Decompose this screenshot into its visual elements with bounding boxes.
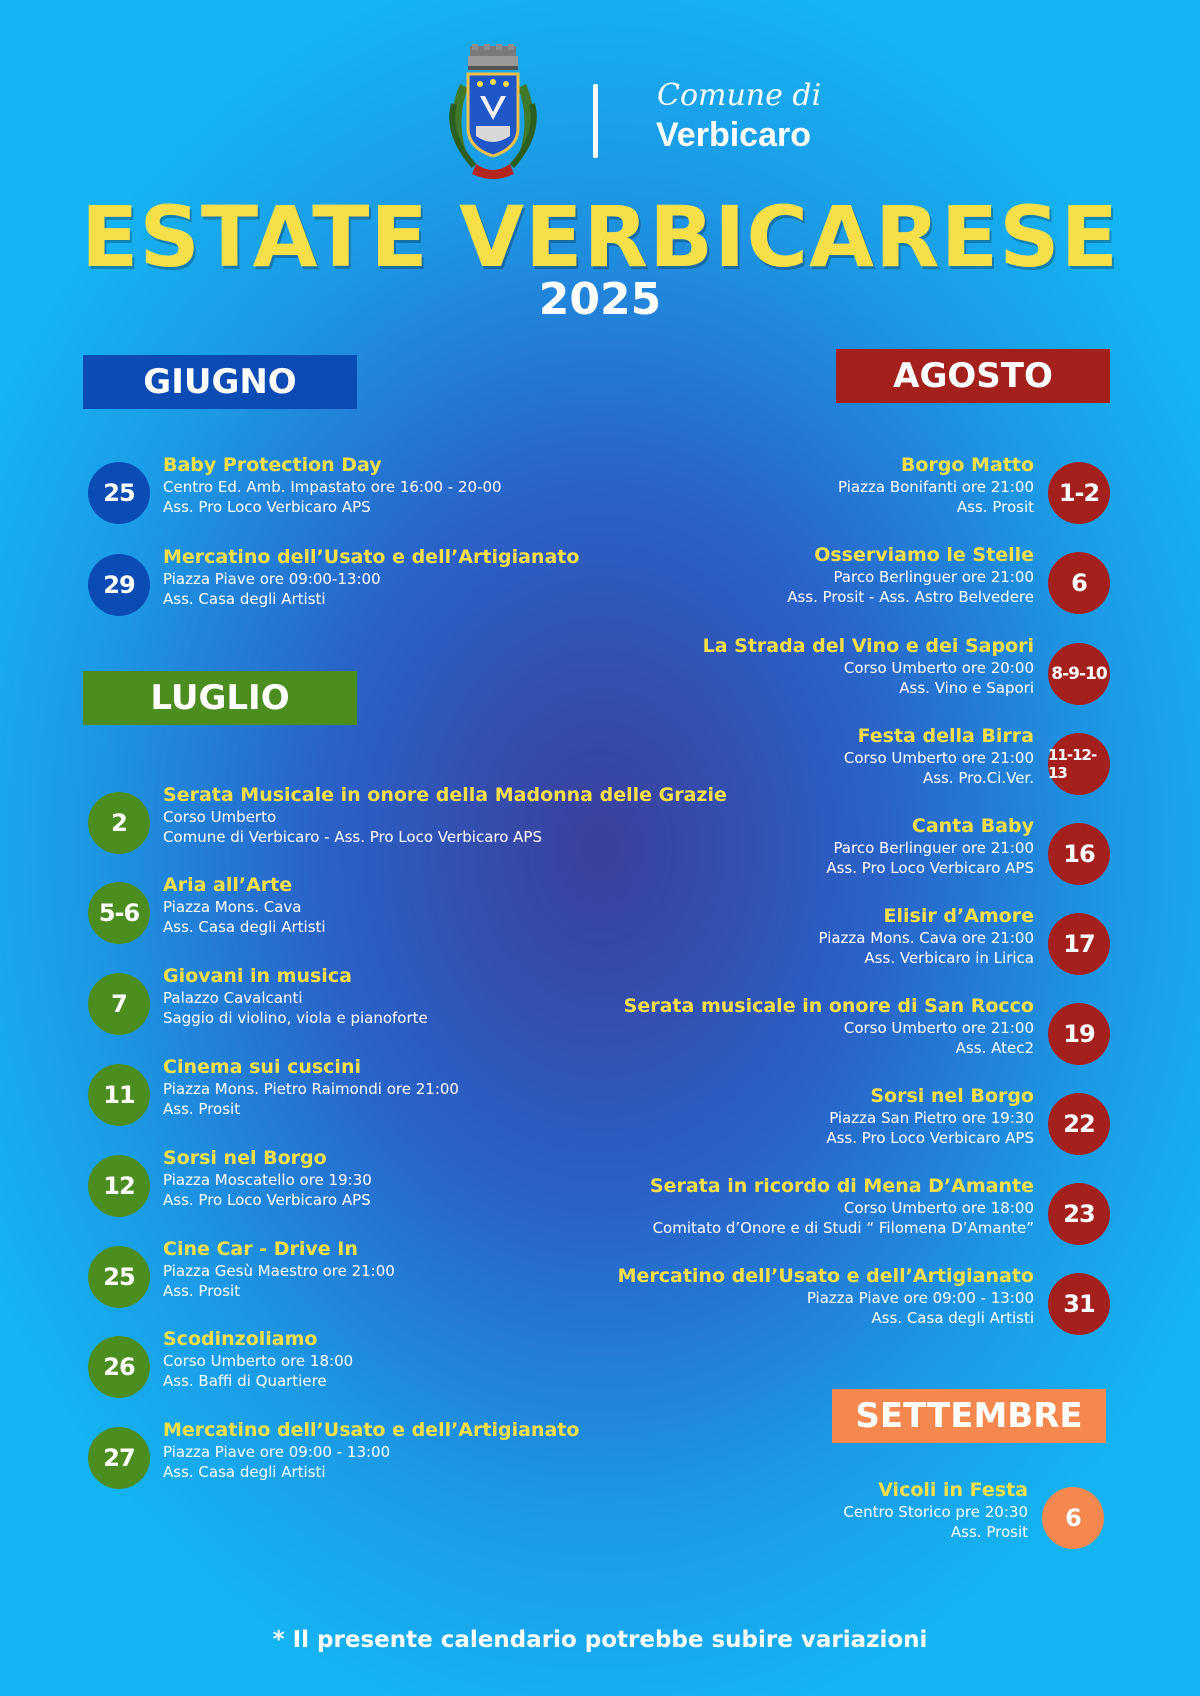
event-organizer: Comitato d’Onore e di Studi “ Filomena D’Amante” (652, 1219, 1034, 1237)
event-date-badge: 11 (88, 1064, 150, 1126)
event-item (450, 454, 1110, 524)
event-title: Scodinzoliamo (163, 1328, 318, 1350)
month-header-luglio: LUGLIO (83, 671, 357, 725)
event-title: Mercatino dell’Usato e dell’Artigianato (617, 1265, 1034, 1287)
event-location: Piazza Bonifanti ore 21:00 (838, 478, 1034, 496)
event-location: Centro Ed. Amb. Impastato ore 16:00 - 20-00 (163, 478, 502, 496)
event-item (444, 1479, 1104, 1549)
event-location: Centro Storico pre 20:30 (843, 1503, 1028, 1521)
month-header-agosto: AGOSTO (836, 349, 1110, 403)
event-title: Giovani in musica (163, 965, 352, 987)
event-organizer: Ass. Prosit - Ass. Astro Belvedere (787, 588, 1034, 606)
event-item (450, 635, 1110, 705)
event-organizer: Ass. Casa degli Artisti (163, 1463, 326, 1481)
event-date-badge: 8-9-10 (1048, 643, 1110, 705)
event-organizer: Ass. Casa degli Artisti (871, 1309, 1034, 1327)
event-location: Piazza Gesù Maestro ore 21:00 (163, 1262, 395, 1280)
event-title: Borgo Matto (900, 454, 1034, 476)
event-location: Corso Umberto ore 20:00 (843, 659, 1034, 677)
event-organizer: Ass. Pro Loco Verbicaro APS (163, 498, 371, 516)
event-organizer: Ass. Pro Loco Verbicaro APS (163, 1191, 371, 1209)
event-organizer: Ass. Casa degli Artisti (163, 590, 326, 608)
event-item (450, 995, 1110, 1065)
page-title: ESTATE VERBICARESE (80, 188, 1120, 286)
event-date-badge: 6 (1042, 1487, 1104, 1549)
event-organizer: Ass. Verbicaro in Lirica (864, 949, 1034, 967)
event-organizer: Ass. Pro Loco Verbicaro APS (826, 859, 1034, 877)
month-header-giugno: GIUGNO (83, 355, 357, 409)
event-date-badge: 6 (1048, 552, 1110, 614)
event-organizer: Ass. Pro.Ci.Ver. (922, 769, 1034, 787)
comune-di-label: Comune di (657, 78, 822, 113)
event-date-badge: 22 (1048, 1093, 1110, 1155)
event-location: Palazzo Cavalcanti (163, 989, 303, 1007)
event-item (450, 1085, 1110, 1155)
event-organizer: Ass. Casa degli Artisti (163, 918, 326, 936)
event-date-badge: 7 (88, 973, 150, 1035)
event-title: Cinema sui cuscini (163, 1056, 361, 1078)
event-location: Parco Berlinguer ore 21:00 (833, 568, 1034, 586)
event-item (450, 1265, 1110, 1335)
event-date-badge: 25 (88, 1246, 150, 1308)
event-item (450, 905, 1110, 975)
comune-name: Verbicaro (656, 116, 811, 154)
event-organizer: Ass. Baffi di Quartiere (163, 1372, 327, 1390)
event-organizer: Ass. Prosit (163, 1100, 241, 1118)
event-title: Festa della Birra (857, 725, 1034, 747)
event-organizer: Ass. Prosit (163, 1282, 241, 1300)
event-date-badge: 26 (88, 1336, 150, 1398)
footer-note: * Il presente calendario potrebbe subire variazioni (272, 1627, 928, 1653)
event-date-badge: 27 (88, 1427, 150, 1489)
event-location: Piazza Mons. Pietro Raimondi ore 21:00 (163, 1080, 459, 1098)
event-item (88, 1419, 728, 1489)
event-item (450, 815, 1110, 885)
event-location: Corso Umberto ore 18:00 (163, 1352, 354, 1370)
event-title: Vicoli in Festa (878, 1479, 1028, 1501)
event-organizer: Ass. Pro Loco Verbicaro APS (826, 1129, 1034, 1147)
event-item (450, 544, 1110, 614)
event-date-badge: 1-2 (1048, 462, 1110, 524)
event-title: Baby Protection Day (163, 454, 382, 476)
event-title: Aria all’Arte (163, 874, 293, 896)
event-location: Parco Berlinguer ore 21:00 (833, 839, 1034, 857)
event-location: Piazza Piave ore 09:00-13:00 (163, 570, 381, 588)
event-title: Mercatino dell’Usato e dell’Artigianato (163, 1419, 580, 1441)
event-organizer: Comune di Verbicaro - Ass. Pro Loco Verbicaro APS (163, 828, 542, 846)
event-organizer: Ass. Atec2 (955, 1039, 1034, 1057)
event-title: La Strada del Vino e dei Sapori (702, 635, 1034, 657)
event-date-badge: 2 (88, 792, 150, 854)
event-item (450, 725, 1110, 795)
event-title: Elisir d’Amore (883, 905, 1034, 927)
event-location: Piazza Mons. Cava (163, 898, 302, 916)
event-date-badge: 5-6 (88, 882, 150, 944)
header-divider (593, 84, 598, 158)
event-location: Piazza Piave ore 09:00 - 13:00 (163, 1443, 391, 1461)
event-date-badge: 16 (1048, 823, 1110, 885)
event-location: Corso Umberto ore 18:00 (843, 1199, 1034, 1217)
event-date-badge: 25 (88, 462, 150, 524)
month-header-settembre: SETTEMBRE (832, 1389, 1106, 1443)
event-organizer: Saggio di violino, viola e pianoforte (163, 1009, 428, 1027)
event-location: Piazza Mons. Cava ore 21:00 (818, 929, 1034, 947)
event-title: Serata in ricordo di Mena D’Amante (649, 1175, 1034, 1197)
event-date-badge: 11-12-13 (1048, 733, 1110, 795)
event-item (450, 1175, 1110, 1245)
event-title: Canta Baby (911, 815, 1034, 837)
event-title: Sorsi nel Borgo (163, 1147, 327, 1169)
event-title: Cine Car - Drive In (163, 1238, 358, 1260)
event-title: Sorsi nel Borgo (870, 1085, 1034, 1107)
event-item (88, 1328, 728, 1398)
event-date-badge: 17 (1048, 913, 1110, 975)
event-date-badge: 12 (88, 1155, 150, 1217)
event-location: Corso Umberto ore 21:00 (843, 749, 1034, 767)
event-title: Mercatino dell’Usato e dell’Artigianato (163, 546, 580, 568)
event-location: Piazza Moscatello ore 19:30 (163, 1171, 372, 1189)
event-title: Osserviamo le Stelle (814, 544, 1034, 566)
event-organizer: Ass. Vino e Sapori (899, 679, 1034, 697)
event-date-badge: 19 (1048, 1003, 1110, 1065)
event-location: Piazza San Pietro ore 19:30 (829, 1109, 1034, 1127)
page-year: 2025 (538, 274, 662, 325)
event-location: Piazza Piave ore 09:00 - 13:00 (806, 1289, 1034, 1307)
event-location: Corso Umberto (163, 808, 277, 826)
event-organizer: Ass. Prosit (956, 498, 1034, 516)
event-date-badge: 31 (1048, 1273, 1110, 1335)
event-title: Serata musicale in onore di San Rocco (623, 995, 1034, 1017)
event-date-badge: 29 (88, 554, 150, 616)
event-title: Serata Musicale in onore della Madonna delle Grazie (163, 784, 727, 806)
event-organizer: Ass. Prosit (950, 1523, 1028, 1541)
event-location: Corso Umberto ore 21:00 (843, 1019, 1034, 1037)
coat-of-arms-icon (440, 44, 546, 184)
event-date-badge: 23 (1048, 1183, 1110, 1245)
